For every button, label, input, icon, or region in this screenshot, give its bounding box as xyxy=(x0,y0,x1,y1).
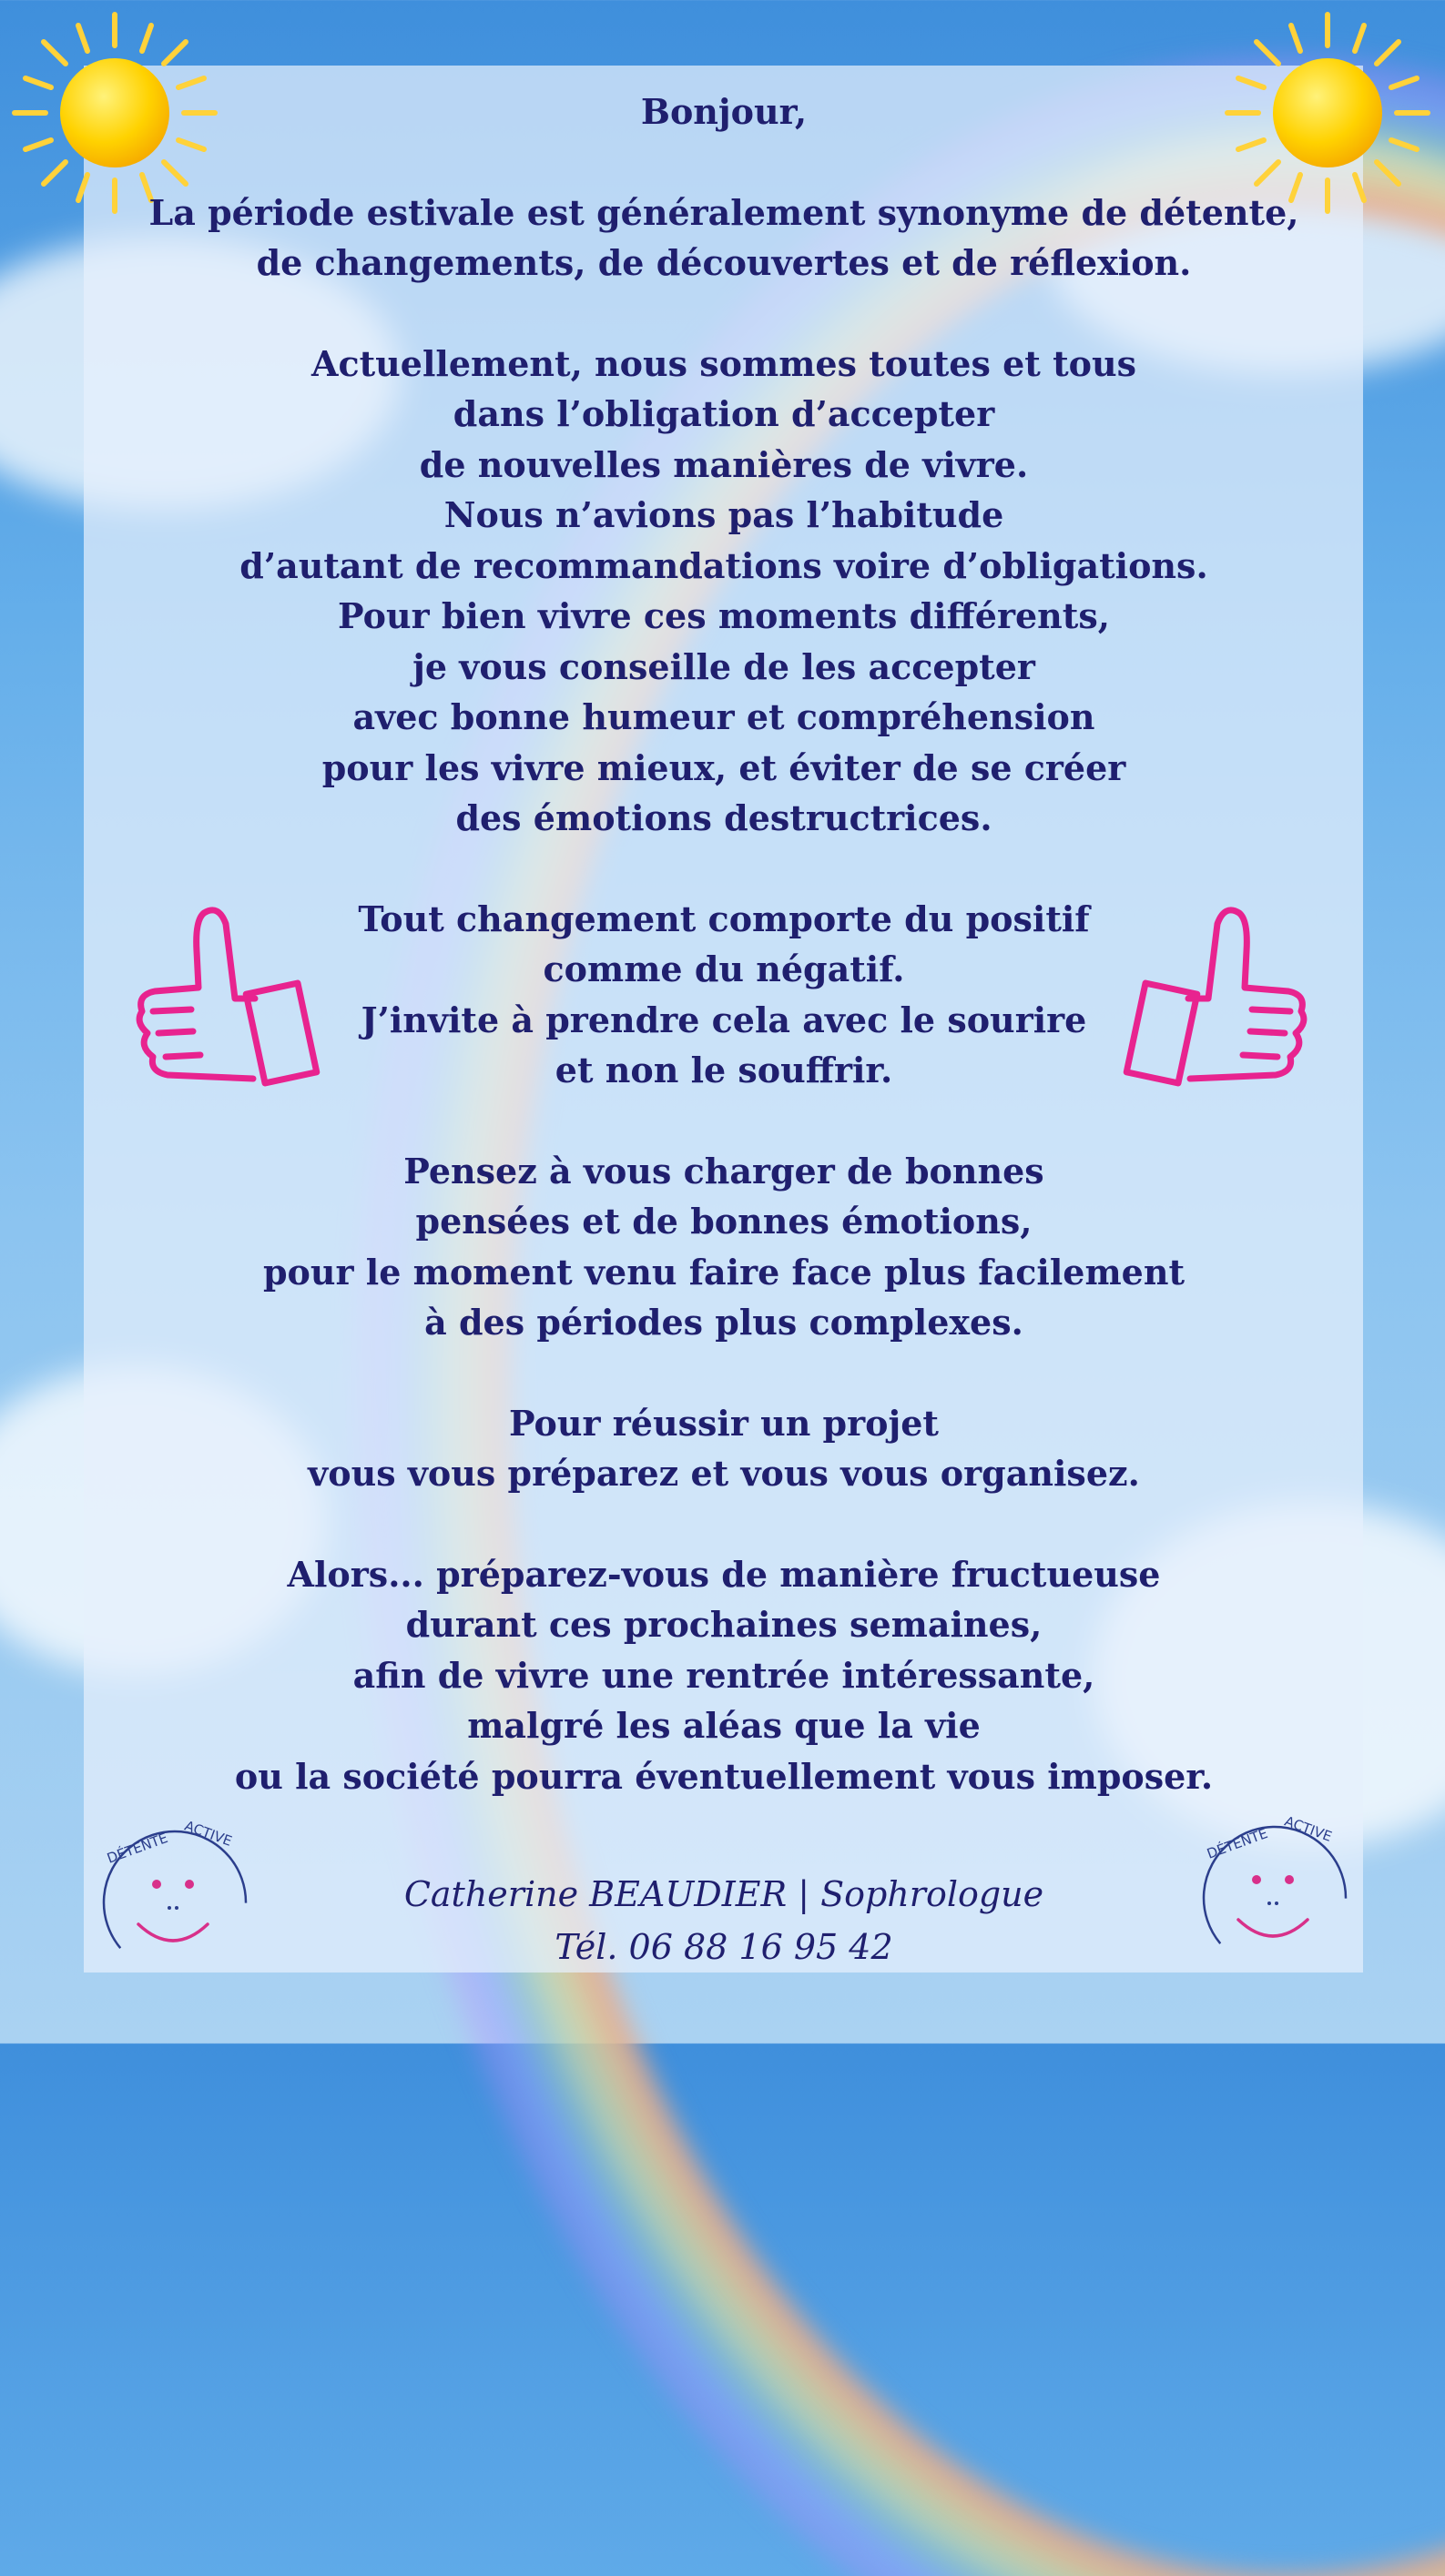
text-line: Tout changement comporte du positif xyxy=(358,898,1090,939)
text-line: malgré les aléas que la vie xyxy=(467,1705,981,1746)
paragraph-1 xyxy=(91,188,1357,289)
text-line: Pensez à vous charger de bonnes xyxy=(403,1150,1044,1192)
text-line: vous vous préparez et vous vous organisez. xyxy=(308,1453,1140,1494)
text-line: durant ces prochaines semaines, xyxy=(405,1604,1043,1645)
text-line: La période estivale est généralement synonyme de détente, xyxy=(148,191,1299,233)
text-line: pensées et de bonnes émotions, xyxy=(415,1201,1033,1242)
text-line: de nouvelles manières de vivre. xyxy=(419,443,1029,485)
text-line: et non le souffrir. xyxy=(555,1050,893,1090)
greeting: Bonjour, xyxy=(640,91,808,132)
text-line: de changements, de découvertes et de réflexion. xyxy=(256,242,1192,283)
paragraph-6 xyxy=(91,1549,1357,1802)
text-line: avec bonne humeur et compréhension xyxy=(352,696,1095,737)
logo-word-detente: DÉTENTE xyxy=(105,1830,170,1867)
signature-name: Catherine BEAUDIER | Sophrologue xyxy=(403,1874,1044,1914)
text-line: des émotions destructrices. xyxy=(455,797,992,838)
text-line: afin de vivre une rentrée intéressante, xyxy=(352,1654,1095,1696)
text-line: pour le moment venu faire face plus facilement xyxy=(262,1251,1186,1293)
text-line: je vous conseille de les accepter xyxy=(412,645,1035,687)
paragraph-3 xyxy=(91,894,1357,1096)
text-line: d’autant de recommandations voire d’obligations. xyxy=(239,544,1208,586)
logo-word-detente: DÉTENTE xyxy=(1205,1825,1270,1862)
text-line: comme du négatif. xyxy=(543,948,905,989)
letter-body xyxy=(91,86,1357,1851)
text-line: Alors... préparez-vous de manière fructueuse xyxy=(287,1553,1161,1595)
text-line: J’invite à prendre cela avec le sourire xyxy=(361,999,1087,1040)
text-line: Pour réussir un projet xyxy=(509,1402,939,1444)
logo-word-active: ACTIVE xyxy=(1282,1812,1335,1845)
signature-phone: Tél. 06 88 16 95 42 xyxy=(555,1927,893,1967)
text-line: Nous n’avions pas l’habitude xyxy=(443,494,1004,535)
text-line: Actuellement, nous sommes toutes et tous xyxy=(311,342,1136,384)
text-line: dans l’obligation d’accepter xyxy=(453,393,995,434)
text-line: à des périodes plus complexes. xyxy=(424,1302,1023,1343)
text-line: pour les vivre mieux, et éviter de se créer xyxy=(321,746,1126,788)
text-line: Pour bien vivre ces moments différents, xyxy=(338,595,1110,636)
text-line: ou la société pourra éventuellement vous imposer. xyxy=(234,1755,1214,1797)
paragraph-4 xyxy=(91,1146,1357,1348)
paragraph-2 xyxy=(91,339,1357,844)
logo-word-active: ACTIVE xyxy=(182,1817,235,1850)
signature xyxy=(91,1868,1357,1973)
paragraph-5 xyxy=(91,1398,1357,1499)
